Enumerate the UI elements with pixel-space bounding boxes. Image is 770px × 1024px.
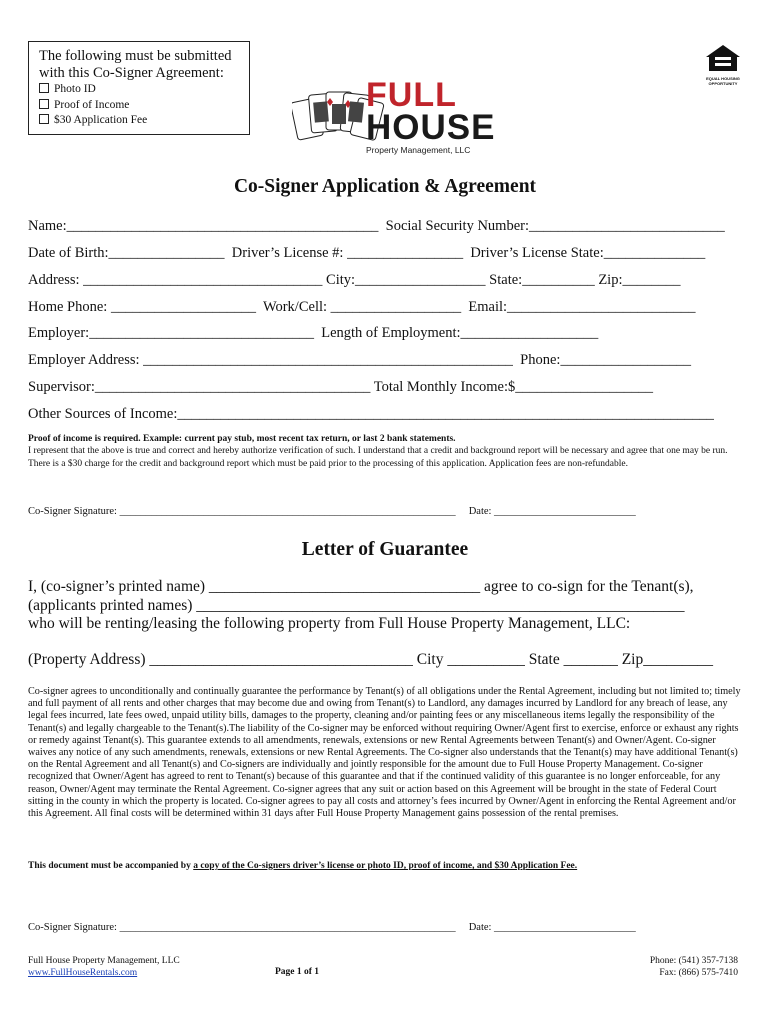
guarantee-title: Letter of Guarantee (301, 539, 469, 560)
requirements-title: The following must be submitted with this Co-Signer Agreement: (39, 48, 232, 81)
field-employer[interactable]: Employer:_______________________________ Length of Employment:___________________ (28, 325, 599, 341)
field-dob-license[interactable]: Date of Birth:________________ Driver’s License #: ________________ Driver’s License State:______________ (28, 245, 706, 261)
requirement-label: Proof of Income (54, 98, 130, 111)
equal-housing-house-icon (704, 44, 742, 72)
footer-left (28, 955, 180, 979)
accompany-requirements: a copy of the Co-signers driver’s license or photo ID, proof of income, and $30 Application Fee. (193, 861, 578, 871)
requirements-box (28, 41, 250, 135)
accompany-notice (28, 860, 744, 872)
accompany-prefix: This document must be accompanied by (28, 861, 194, 871)
field-employer-address[interactable]: Employer Address: ___________________________________________________ Phone:__________________ (28, 352, 691, 368)
footer-fax: Fax: (866) 575-7410 (659, 968, 738, 978)
authorization-text: I represent that the above is true and correct and hereby authorize verification of such. I understand that a credit and background report will be necessary and agree that one may be run. There is a $30 charge for the credit and background report which must be paid prior to the processing of this application. Application fees are non-refundable. (28, 446, 728, 469)
logo-full-text: FULL (366, 76, 457, 114)
requirement-application-fee (39, 113, 249, 129)
logo-tagline: Property Management, LLC (366, 145, 471, 155)
guarantee-applicants-names[interactable]: (applicants printed names) _______________________________________________________________ (28, 597, 685, 614)
equal-housing-logo (704, 44, 742, 84)
application-title: Co-Signer Application & Agreement (233, 176, 537, 197)
requirement-label: Photo ID (54, 83, 96, 95)
checkbox-proof-of-income[interactable] (39, 99, 49, 109)
field-name-ssn[interactable]: Name:___________________________________________ Social Security Number:___________________________ (28, 218, 725, 234)
footer-company: Full House Property Management, LLC (28, 956, 180, 966)
footer-right (650, 955, 738, 979)
guarantee-terms: Co-signer agrees to unconditionally and continually guarantee the performance by Tenant(s) of all obligations under the Rental Agreement, including but not limited to; timely and full payment of all rents and other charges that may become due and owing from Tenant(s) to Landlord, any damages incurred by Landlord for any breach of lease, any legal fees incurred, late fees owed, unpaid utility bills, damages to the property, cleaning and/or painting fees or any miscellaneous items legally the responsibility of the Tenant(s) and legally chargeable to the Tenant(s).The liability of the Co-signer may be enforced without requiring Owner/Agent first to exercise, enforce or exhaust any rights or remedy against Tenant(s). This guarantee extends to all amendments, renewals, extensions or new Rental Agreements between Tenant(s) and Owner/Agent. Co-signer waives any notice of any such amendments, renewals, extensions or new Rental Agreements. The Co-signer also understands that the Tenant(s) may have additional Tenant(s) on the Rental Agreement and all Tenant(s) and Co-signers are individually and jointly responsible for the amount due to Full House Property Management. Co-signer recognized that Owner/Agent has agreed to rent to Tenant(s) because of this guarantee and that if the continued validity of this guarantee is no longer enforceable, for any reason, Owner/Agent may terminate the Rental Agreement. Co-signer agrees that any suit or action based on this Agreement will be brought in the state of Federal Court sitting in the county in which the property is located. Co-signer agrees to pay all costs and attorney’s fees incurred by Owner/Agent in enforcing the Rental Agreement and/or this Agreement. All final costs will be determined within 31 days after Full House Property Management gains possession of the rental premises. (28, 686, 741, 820)
proof-of-income-notice (28, 433, 744, 470)
requirement-photo-id (39, 82, 249, 98)
requirement-proof-of-income (39, 98, 249, 114)
footer-website-link[interactable]: www.FullHouseRentals.com (28, 968, 138, 978)
guarantee-cosigner-name[interactable]: I, (co-signer’s printed name) ___________________________________ agree to co-sign for the Tenant(s), (28, 578, 694, 595)
field-address[interactable]: Address: _________________________________ City:__________________ State:__________ Zip:________ (28, 272, 681, 288)
equal-housing-text: EQUAL HOUSING OPPORTUNITY (706, 76, 740, 86)
guarantee-property-intro: who will be renting/leasing the following property from Full House Property Management, LLC: (28, 615, 631, 632)
logo-house-text: HOUSE (366, 108, 496, 147)
full-house-logo (292, 76, 496, 160)
guarantee-property-address[interactable]: (Property Address) __________________________________ City __________ State _______ Zip_________ (28, 651, 713, 668)
requirement-label: $30 Application Fee (54, 114, 148, 126)
field-phones-email[interactable]: Home Phone: ____________________ Work/Cell: __________________ Email:__________________________ (28, 299, 696, 315)
checkbox-application-fee[interactable] (39, 114, 49, 124)
application-signature-line[interactable]: Co-Signer Signature: ________________________________________________________________ Date: ___________________________ (28, 506, 636, 517)
guarantee-signature-line[interactable]: Co-Signer Signature: ________________________________________________________________ Date: ___________________________ (28, 922, 636, 933)
footer-phone: Phone: (541) 357-7138 (649, 956, 738, 966)
checkbox-photo-id[interactable] (39, 83, 49, 93)
footer-page-number: Page 1 of 1 (275, 967, 320, 977)
proof-required-text: Proof of income is required. Example: current pay stub, most recent tax return, or last 2 bank statements. (28, 434, 456, 444)
field-supervisor-income[interactable]: Supervisor:______________________________________ Total Monthly Income:$___________________ (28, 379, 654, 395)
field-other-income[interactable]: Other Sources of Income:__________________________________________________________________________ (28, 406, 714, 422)
